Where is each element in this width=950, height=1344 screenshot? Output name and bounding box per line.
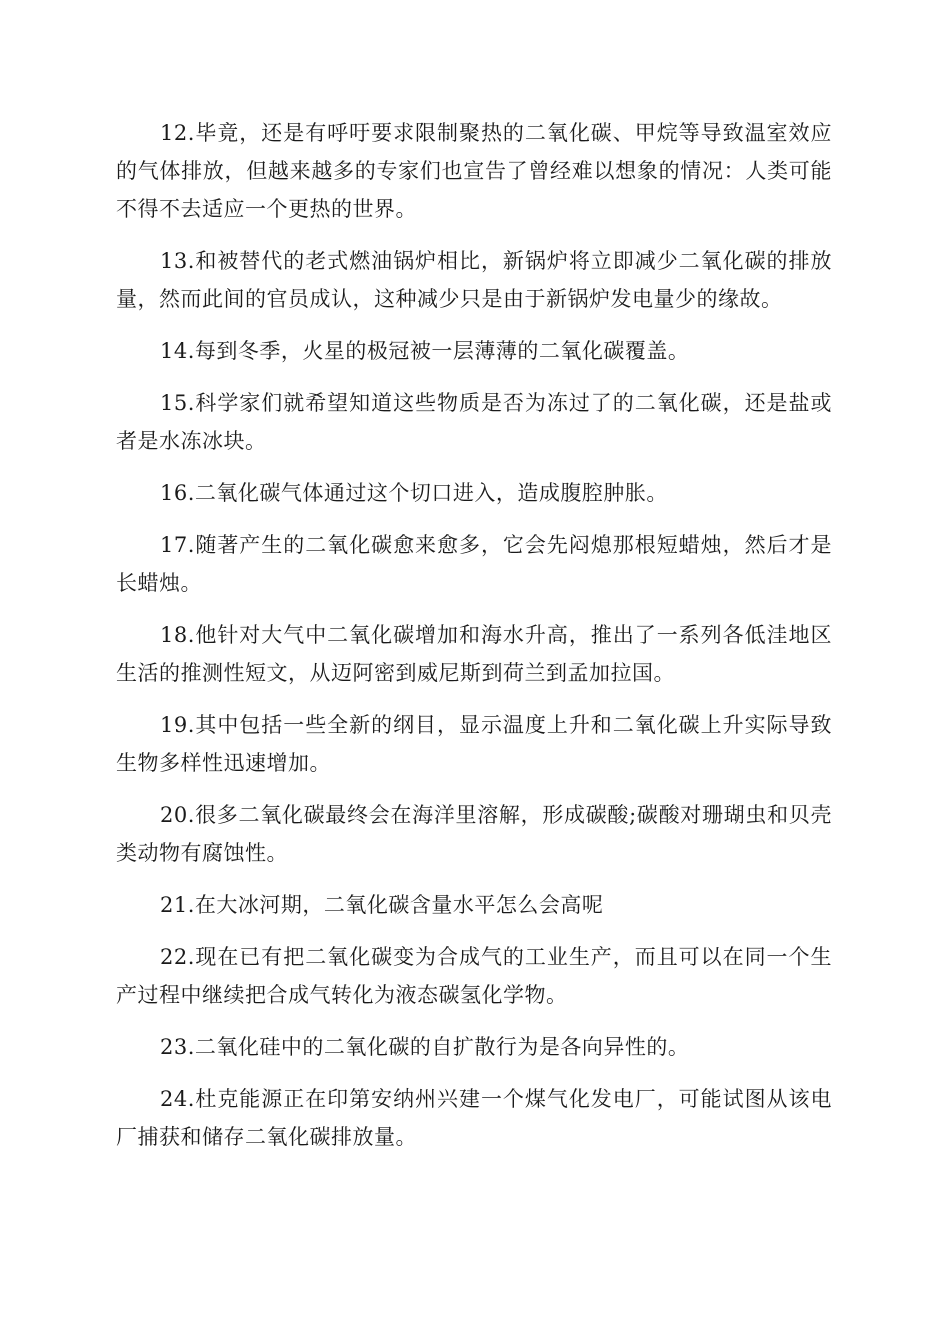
paragraph-14: 14.每到冬季，火星的极冠被一层薄薄的二氧化碳覆盖。 bbox=[160, 339, 690, 363]
paragraph-12: 12.毕竟，还是有呼吁要求限制聚热的二氧化碳、甲烷等导致温室效应的气体排放，但越来越多的专家们也宣告了曾经难以想象的情况：人类可能不得不去适应一个更热的世界。 bbox=[116, 121, 832, 221]
paragraph-21: 21.在大冰河期，二氧化碳含量水平怎么会高呢 bbox=[160, 893, 604, 917]
paragraph-18: 18.他针对大气中二氧化碳增加和海水升高，推出了一系列各低洼地区生活的推测性短文，从迈阿密到威尼斯到荷兰到孟加拉国。 bbox=[116, 623, 832, 685]
paragraph-16: 16.二氧化碳气体通过这个切口进入，造成腹腔肿胀。 bbox=[160, 481, 668, 505]
paragraph-24: 24.杜克能源正在印第安纳州兴建一个煤气化发电厂，可能试图从该电厂捕获和储存二氧化碳排放量。 bbox=[116, 1087, 832, 1149]
paragraph-22: 22.现在已有把二氧化碳变为合成气的工业生产，而且可以在同一个生产过程中继续把合成气转化为液态碳氢化学物。 bbox=[116, 945, 832, 1007]
paragraph-17: 17.随著产生的二氧化碳愈来愈多，它会先闷熄那根短蜡烛，然后才是长蜡烛。 bbox=[116, 533, 832, 595]
paragraph-23: 23.二氧化硅中的二氧化碳的自扩散行为是各向异性的。 bbox=[160, 1035, 690, 1059]
paragraph-13: 13.和被替代的老式燃油锅炉相比，新锅炉将立即减少二氧化碳的排放量，然而此间的官员成认，这种减少只是由于新锅炉发电量少的缘故。 bbox=[116, 249, 832, 311]
paragraph-20: 20.很多二氧化碳最终会在海洋里溶解，形成碳酸;碳酸对珊瑚虫和贝壳类动物有腐蚀性。 bbox=[116, 803, 832, 865]
paragraph-15: 15.科学家们就希望知道这些物质是否为冻过了的二氧化碳，还是盐或者是水冻冰块。 bbox=[116, 391, 832, 453]
paragraph-19: 19.其中包括一些全新的纲目，显示温度上升和二氧化碳上升实际导致生物多样性迅速增加。 bbox=[116, 713, 832, 775]
document-body bbox=[116, 114, 832, 1170]
